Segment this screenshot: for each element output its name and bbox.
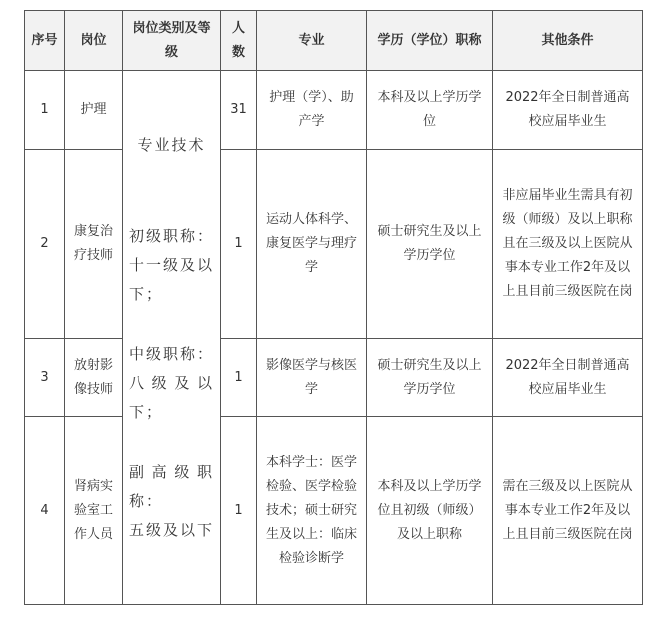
cell-no: 3	[25, 339, 65, 417]
header-cell-no: 序号	[25, 11, 65, 71]
category-line: 八级及以下；	[129, 373, 214, 421]
category-line: 十一级及以下；	[129, 255, 215, 303]
cell-count: 1	[221, 150, 257, 339]
cell-post: 康复治疗技师	[65, 150, 123, 339]
cell-other: 非应届毕业生需具有初级（师级）及以上职称且在三级及以上医院从事本专业工作2年及以上且目前三级医院在岗	[493, 150, 643, 339]
cell-education: 硕士研究生及以上学历学位	[367, 339, 493, 417]
cell-post: 放射影像技师	[65, 339, 123, 417]
cell-count: 31	[221, 71, 257, 150]
job-table	[24, 10, 643, 605]
table-row	[25, 417, 643, 605]
header-cell-education: 学历（学位）职称	[367, 11, 493, 71]
cell-other: 需在三级及以上医院从事本专业工作2年及以上且目前三级医院在岗	[493, 417, 643, 605]
cell-major: 影像医学与核医学	[257, 339, 367, 417]
header-row	[25, 11, 643, 71]
category-line: 初级职称：	[129, 226, 215, 245]
cell-major: 本科学士：医学检验、医学检验技术；硕士研究生及以上：临床检验诊断学	[257, 417, 367, 605]
category-line: 五级及以下	[129, 520, 215, 539]
cell-no: 1	[25, 71, 65, 150]
header-cell-other: 其他条件	[493, 11, 643, 71]
category-line: 副高级职称：	[129, 462, 214, 510]
cell-category	[123, 71, 221, 605]
cell-no: 4	[25, 417, 65, 605]
table-row	[25, 339, 643, 417]
cell-major: 运动人体科学、康复医学与理疗学	[257, 150, 367, 339]
table-row	[25, 150, 643, 339]
cell-post: 肾病实验室工作人员	[65, 417, 123, 605]
cell-no: 2	[25, 150, 65, 339]
header-cell-count: 人数	[221, 11, 257, 71]
cell-education: 本科及以上学历学位且初级（师级）及以上职称	[367, 417, 493, 605]
cell-education: 硕士研究生及以上学历学位	[367, 150, 493, 339]
header-cell-major: 专业	[257, 11, 367, 71]
cell-education: 本科及以上学历学位	[367, 71, 493, 150]
category-text	[129, 131, 214, 545]
category-line: 专业技术	[137, 135, 206, 154]
cell-other: 2022年全日制普通高校应届毕业生	[493, 339, 643, 417]
header-cell-post: 岗位	[65, 11, 123, 71]
cell-count: 1	[221, 339, 257, 417]
table-row	[25, 71, 643, 150]
category-line: 中级职称：	[129, 344, 215, 363]
cell-major: 护理（学）、助产学	[257, 71, 367, 150]
cell-other: 2022年全日制普通高校应届毕业生	[493, 71, 643, 150]
cell-post: 护理	[65, 71, 123, 150]
header-cell-category: 岗位类别及等级	[123, 11, 221, 71]
cell-count: 1	[221, 417, 257, 605]
